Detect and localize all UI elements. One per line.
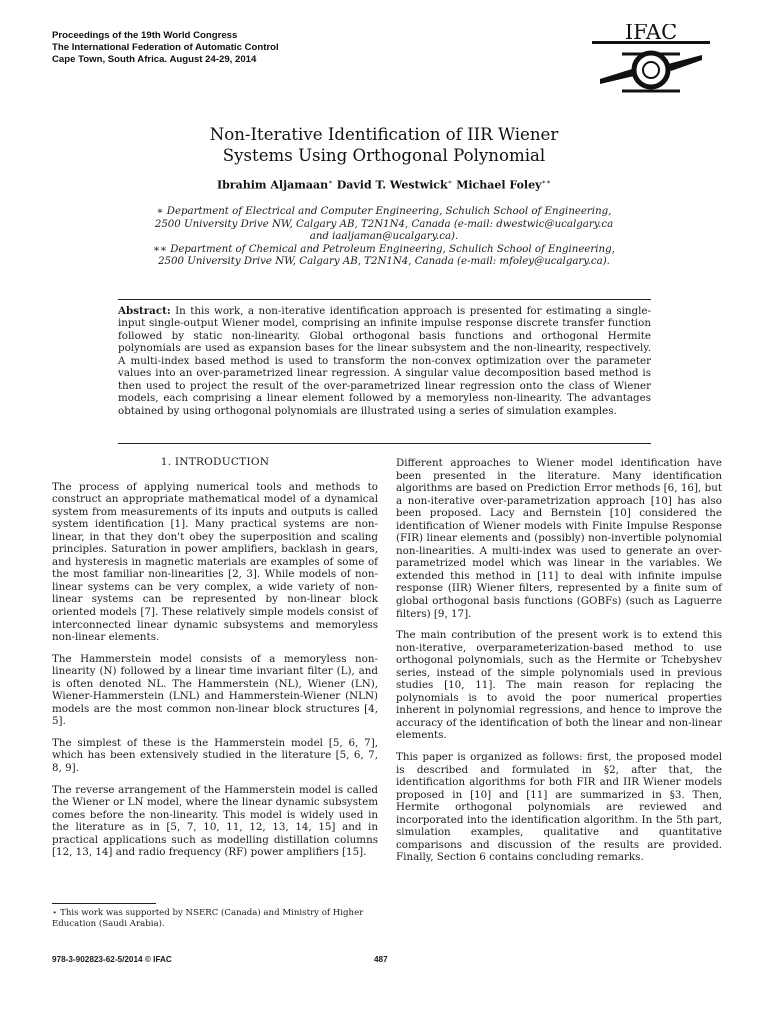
title-line-1: Non-Iterative Identification of IIR Wiener: [209, 125, 559, 144]
conference-header: [52, 30, 279, 66]
author-mark: ∗: [447, 178, 453, 186]
logo-ring-inner: [643, 62, 659, 78]
author-name: David T. Westwick: [336, 178, 448, 192]
author-list: [100, 178, 668, 192]
logo-arrow: [668, 55, 702, 71]
abstract-text: In this work, a non-iterative identification approach is presented for estimating a single-input single-output Wiener model, comprising an infinite impulse response discrete transfer function followed by static non-linearity. Global orthogonal basis functions and orthogonal Hermite polynomials are used as expansion bases for the linear subsystem and the non-linearity, respectively. A multi-index based method is used to transform the non-convex optimization over the parameter values into an over-parametrized linear regression. A singular value decomposition based method is then used to project the result of the over-parametrized linear regression onto the class of Wiener models, each comprising a linear element followed by a memoryless non-linearity. The advantages obtained by using orthogonal polynomials are illustrated using a series of simulation examples.: [118, 305, 651, 417]
author-mark: ∗∗: [541, 178, 552, 186]
abstract-rule-top: [118, 299, 651, 300]
ifac-logo-icon: [592, 24, 710, 98]
affiliations: [150, 206, 618, 269]
abstract: [118, 305, 651, 417]
funding-footnote: ⋆ This work was supported by NSERC (Canada) and Ministry of Higher Education (Saudi Arabia).: [52, 908, 364, 929]
left-column: [52, 456, 378, 868]
page-number: 487: [374, 955, 388, 964]
header-line-federation: The International Federation of Automatic Control: [52, 42, 279, 53]
author-name: Michael Foley: [456, 178, 542, 192]
paragraph: This paper is organized as follows: first, the proposed model is described and formulated in §2, after that, the identification algorithms for both FIR and IIR Wiener models proposed in [10] and [11] are summarized in §3. Then, Hermite orthogonal polynomials are reviewed and incorporated into the identification algorithm. In the 5th part, simulation examples, qualitative and quantitative comparisons and discussion of the results are provided. Finally, Section 6 contains concluding remarks.: [396, 751, 722, 864]
logo-arrow-left: [600, 69, 634, 84]
isbn-copyright: 978-3-902823-62-5/2014 © IFAC: [52, 955, 172, 964]
paragraph: The main contribution of the present work is to extend this non-iterative, overparameterization-based method to use orthogonal polynomials, such as the Hermite or Tchebyshev series, instead of the simple polynomials used in previous studies [10, 11]. The main reason for replacing the polynomials is to avoid the poor numerical properties inherent in polynomial regressions, and hence to improve the accuracy of the identification of both the linear and non-linear elements.: [396, 629, 722, 742]
author-mark: ∗: [328, 178, 333, 186]
paragraph: The reverse arrangement of the Hammerstein model is called the Wiener or LN model, where the linear dynamic subsystem comes before the non-linearity. This model is widely used in the literature as in [5, 7, 10, 11, 12, 13, 14, 15] and in practical applications such as modelling distillation columns [12, 13, 14] and radio frequency (RF) power amplifiers [15].: [52, 783, 378, 859]
author-name: Ibrahim Aljamaan: [216, 178, 329, 192]
section-heading-introduction: 1. INTRODUCTION: [160, 456, 270, 468]
abstract-rule-bottom: [118, 443, 651, 444]
paragraph: Different approaches to Wiener model identification have been presented in the literature. Many identification algorithms are based on Prediction Error methods [6, 16], but a non-iterative over-parametrization approach [10] has also been proposed. Lacy and Bernstein [10] considered the identification of Wiener models with Finite Impulse Response (FIR) linear elements and (possibly) non-invertible polynomial non-linearities. A multi-index was used to generate an over-parametrized model which was linear in the variables. We extended this method in [11] to deal with infinite impulse response (IIR) Wiener filters, represented by a finite sum of global orthogonal basis functions (GOBFs) (such as Laguerre filters) [9, 17].: [396, 457, 722, 620]
abstract-label: Abstract:: [118, 305, 171, 317]
header-line-proceedings: Proceedings of the 19th World Congress: [52, 30, 238, 41]
title-line-2: Systems Using Orthogonal Polynomial: [222, 146, 546, 165]
right-column: [396, 457, 722, 873]
paper-title: [100, 124, 668, 166]
paragraph: The simplest of these is the Hammerstein model [5, 6, 7], which has been extensively studied in the literature [5, 6, 7, 8, 9].: [52, 736, 378, 775]
affiliation-electrical: ∗ Department of Electrical and Computer Engineering, Schulich School of Engineering, 2500 University Drive NW, Calgary AB, T2N1N4, Canada (e-mail: dwestwic@ucalgary.ca and iaaljaman@ucalgary.ca).: [154, 206, 614, 243]
paragraph: The process of applying numerical tools and methods to construct an appropriate mathematical model of a dynamical system from measurements of its inputs and outputs is called system identification [1]. Many practical systems are non-linear, in that they don't obey the superposition and scaling principles. Saturation in power amplifiers, backlash in gears, and hysteresis in magnetic materials are examples of some of the most familiar non-linearities [2, 3]. While models of non-linear systems can be very complex, a wide variety of non-linear systems can be represented by non-linear block oriented models [7]. These relatively simple models consist of interconnected linear dynamic subsystems and memoryless non-linear elements.: [52, 480, 378, 644]
header-line-location: Cape Town, South Africa. August 24-29, 2014: [52, 54, 257, 65]
footnote-rule: [52, 903, 156, 904]
paragraph: The Hammerstein model consists of a memoryless non-linearity (N) followed by a linear time invariant filter (L), and is often denoted NL. The Hammerstein (NL), Wiener (LN), Wiener-Hammerstein (LNL) and Hammerstein-Wiener (NLN) models are the most common non-linear block structures [4, 5].: [52, 652, 378, 728]
logo-text: IFAC: [624, 24, 678, 44]
affiliation-chemical: ∗∗ Department of Chemical and Petroleum Engineering, Schulich School of Engineering, 2500 University Drive NW, Calgary AB, T2N1N4, Canada (e-mail: mfoley@ucalgary.ca).: [153, 243, 615, 268]
